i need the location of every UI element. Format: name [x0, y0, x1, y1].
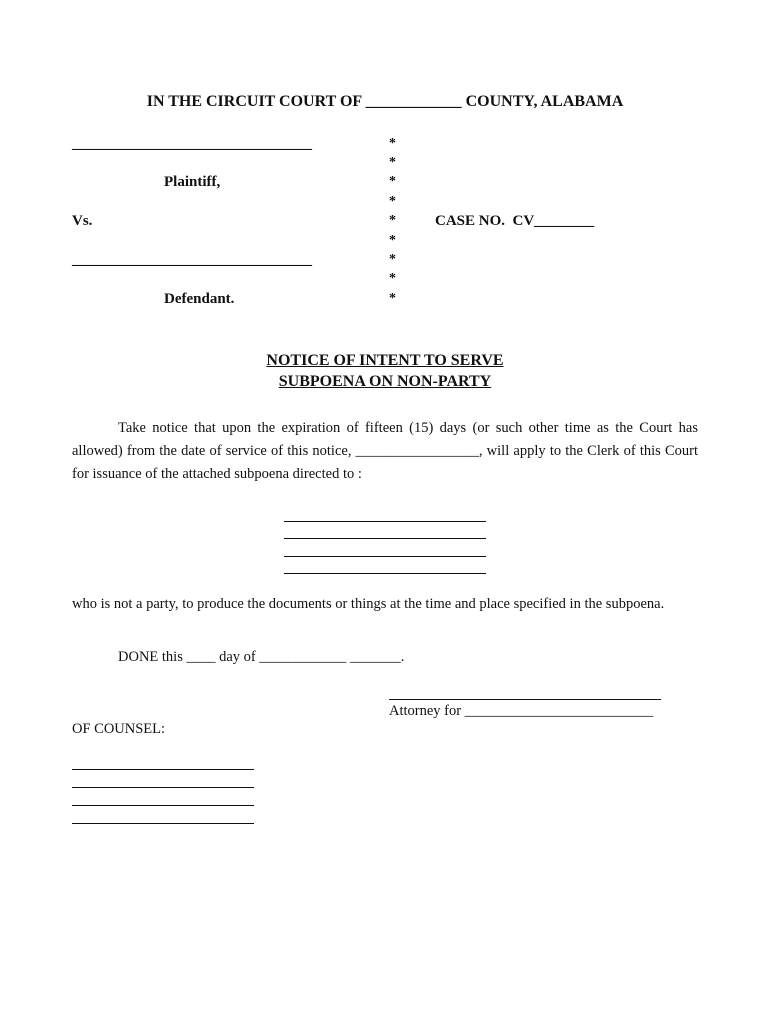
caption-star: * [389, 233, 396, 248]
caption-star: * [389, 194, 396, 209]
recipient-line [284, 573, 486, 574]
done-date-line: DONE this ____ day of ____________ _______. [118, 649, 405, 665]
counsel-line [72, 787, 254, 788]
court-title: IN THE CIRCUIT COURT OF ____________ COUNTY, ALABAMA [146, 93, 624, 110]
defendant-label: Defendant. [164, 291, 235, 307]
of-counsel-label: OF COUNSEL: [72, 721, 166, 737]
attorney-for-label: Attorney for __________________________ [389, 703, 654, 719]
caption-star: * [389, 252, 396, 267]
caption-star: * [389, 291, 396, 306]
counsel-line [72, 805, 254, 806]
caption-star: * [389, 271, 396, 286]
notice-paragraph: Take notice that upon the expiration of fifteen (15) days (or such other time as the Court has allowed) from the date of service of this notice, _________________, will apply to the Clerk of this Court for issuance of the attached subpoena directed to : [72, 420, 698, 482]
caption-star: * [389, 213, 396, 228]
caption-star: * [389, 155, 396, 170]
plaintiff-name-line: ________________________________ [72, 136, 312, 152]
recipient-line [284, 521, 486, 522]
notice-title-line-1: NOTICE OF INTENT TO SERVE [266, 352, 504, 369]
recipient-line [284, 556, 486, 557]
case-number: CASE NO. CV________ [435, 213, 595, 229]
notice-title-line-2: SUBPOENA ON NON-PARTY [278, 373, 492, 390]
counsel-line [72, 823, 254, 824]
versus-label: Vs. [72, 213, 93, 229]
caption-star: * [389, 174, 396, 189]
defendant-name-line: ________________________________ [72, 252, 312, 268]
counsel-line [72, 769, 254, 770]
caption-star: * [389, 136, 396, 151]
plaintiff-label: Plaintiff, [164, 174, 221, 190]
non-party-statement: who is not a party, to produce the documents or things at the time and place specified in the subpoena. [72, 596, 665, 612]
recipient-line [284, 538, 486, 539]
signature-line [389, 699, 661, 700]
